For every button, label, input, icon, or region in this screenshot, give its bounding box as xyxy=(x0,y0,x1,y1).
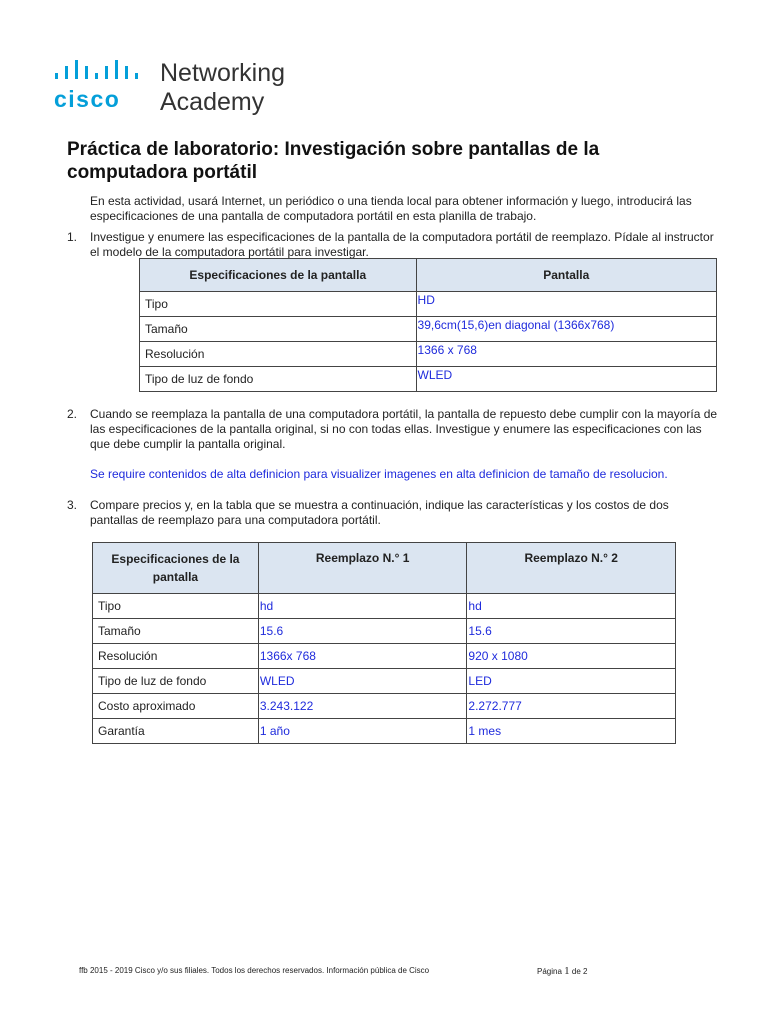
spec-label: Resolución xyxy=(93,644,259,669)
step-3-number: 3. xyxy=(67,498,78,512)
table-header-row xyxy=(93,543,676,594)
page-label: Página xyxy=(537,967,562,976)
step-2-answer[interactable]: Se require contenidos de alta definicion para visualizer imagenes en alta definicion de tamaño de resolucion. xyxy=(90,467,668,481)
replacement-1-value[interactable]: 3.243.122 xyxy=(258,694,467,719)
table-row xyxy=(140,292,717,317)
replacement-2-value[interactable]: 2.272.777 xyxy=(467,694,676,719)
step-2-number: 2. xyxy=(67,407,78,421)
page-current: 1 xyxy=(564,965,570,977)
spec-value[interactable]: HD xyxy=(416,292,716,317)
step-2-text: Cuando se reemplaza la pantalla de una computadora portátil, la pantalla de repuesto debe cumplir con la mayoría de las especificaciones de la pantalla original, si no con todas ellas. Investigue y enumere las especificaciones con las que debe cumplir la pantalla original. xyxy=(90,407,718,451)
logo-academy: Academy xyxy=(160,88,265,116)
replacement-2-value[interactable]: 1 mes xyxy=(467,719,676,744)
replacement-1-value[interactable]: 1366x 768 xyxy=(258,644,467,669)
replacement-1-value[interactable]: WLED xyxy=(258,669,467,694)
spec-label: Tipo xyxy=(93,594,259,619)
spec-value[interactable]: WLED xyxy=(416,367,716,392)
logo-networking: Networking xyxy=(160,59,286,87)
replacement-1-value[interactable]: 15.6 xyxy=(258,619,467,644)
table-row xyxy=(93,619,676,644)
spec-label: Tipo de luz de fondo xyxy=(140,367,417,392)
cisco-bars-icon xyxy=(52,58,152,84)
display-specs-table xyxy=(139,258,717,392)
table-header-cell: Reemplazo N.° 2 xyxy=(467,543,676,594)
page-number xyxy=(537,965,587,977)
replacement-1-value[interactable]: hd xyxy=(258,594,467,619)
step-3-text: Compare precios y, en la tabla que se muestra a continuación, indique las características y los costos de dos pantallas de reemplazo para una computadora portátil. xyxy=(90,498,669,527)
table-header-cell: Especificaciones de la pantalla xyxy=(93,543,259,594)
footer-copyright: ffb 2015 - 2019 Cisco y/o sus filiales. Todos los derechos reservados. Información pública de Cisco xyxy=(79,966,430,975)
replacement-2-value[interactable]: 15.6 xyxy=(467,619,676,644)
step-1-text: Investigue y enumere las especificaciones de la pantalla de la computadora portátil de reemplazo. Pídale al instructor el modelo de la computadora portátil para investigar. xyxy=(90,230,714,259)
step-1-number: 1. xyxy=(67,230,78,244)
spec-value[interactable]: 1366 x 768 xyxy=(416,342,716,367)
spec-label: Tipo xyxy=(140,292,417,317)
spec-label: Tamaño xyxy=(93,619,259,644)
table-row xyxy=(140,317,717,342)
table-header-cell: Reemplazo N.° 1 xyxy=(258,543,467,594)
replacement-2-value[interactable]: 920 x 1080 xyxy=(467,644,676,669)
cisco-wordmark: cisco xyxy=(54,86,121,112)
table-header-cell: Pantalla xyxy=(416,259,716,292)
spec-label: Garantía xyxy=(93,719,259,744)
table-header-cell: Especificaciones de la pantalla xyxy=(140,259,417,292)
page-total: de 2 xyxy=(571,967,588,976)
table-row xyxy=(93,694,676,719)
spec-value[interactable]: 39,6cm(15,6)en diagonal (1366x768) xyxy=(416,317,716,342)
replacement-2-value[interactable]: LED xyxy=(467,669,676,694)
table-row xyxy=(93,644,676,669)
table-row xyxy=(93,719,676,744)
table-row xyxy=(140,367,717,392)
replacement-2-value[interactable]: hd xyxy=(467,594,676,619)
table-row xyxy=(93,669,676,694)
spec-label: Tamaño xyxy=(140,317,417,342)
replacement-1-value[interactable]: 1 año xyxy=(258,719,467,744)
spec-label: Costo aproximado xyxy=(93,694,259,719)
table-row xyxy=(93,594,676,619)
page-title: Práctica de laboratorio: Investigación sobre pantallas de la computadora portátil xyxy=(67,139,600,183)
intro-paragraph: En esta actividad, usará Internet, un periódico o una tienda local para obtener información y luego, introducirá las especificaciones de una pantalla de computadora portátil en esta planilla de trabajo. xyxy=(90,194,692,223)
replacement-comparison-table xyxy=(92,542,676,744)
table-row xyxy=(140,342,717,367)
spec-label: Resolución xyxy=(140,342,417,367)
table-header-row xyxy=(140,259,717,292)
spec-label: Tipo de luz de fondo xyxy=(93,669,259,694)
cisco-networking-academy-logo xyxy=(52,58,312,118)
